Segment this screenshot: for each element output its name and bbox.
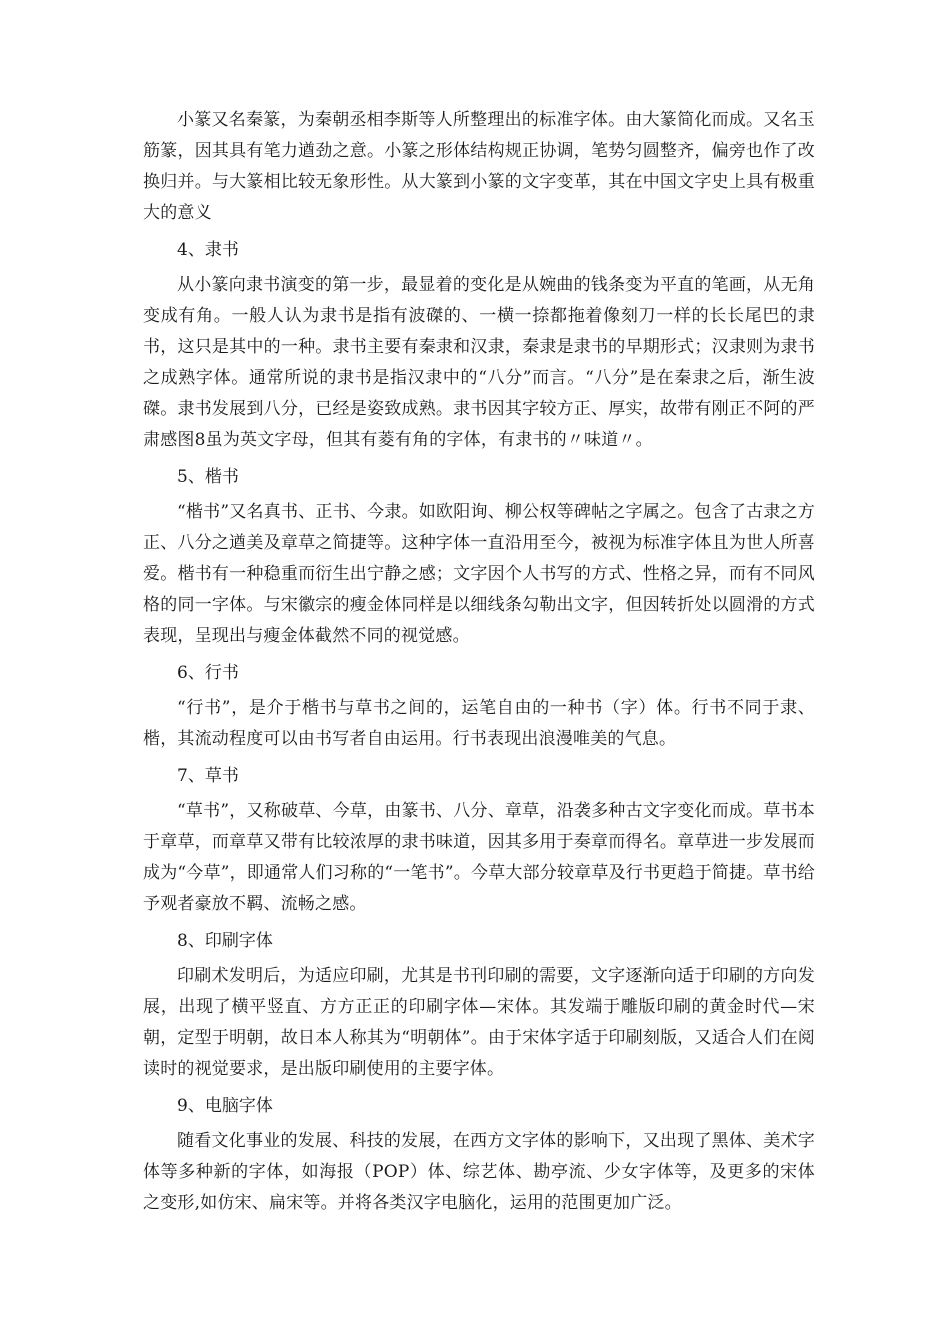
section-heading-print-typeface: 8、印刷字体 — [177, 931, 273, 951]
paragraph-print-typeface: 印刷术发明后，为适应印刷，尤其是书刊印刷的需要，文字逐渐向适于印刷的方向发展，出现了横平竖直、方方正正的印刷字体—宋体。其发端于雕版印刷的黄金时代—宋朝，定型于明朝，故日本人称其为“明朝体”。由于宋体字适于印刷刻版，又适合人们在阅读时的视觉要求，是出版印刷使用的主要字体。 — [143, 966, 815, 1079]
paragraph-small-seal: 小篆又名秦篆，为秦朝丞相李斯等人所整理出的标准字体。由大篆简化而成。又名玉筋篆，因其具有笔力遒劲之意。小篆之形体结构规正协调，笔势匀圆整齐，偏旁也作了改换归并。与大篆相比较无象形性。从大篆到小篆的文字变革，其在中国文字史上具有极重大的意义 — [143, 110, 815, 223]
paragraph-clerical-script: 从小篆向隶书演变的第一步，最显着的变化是从婉曲的钱条变为平直的笔画，从无角变成有角。一般人认为隶书是指有波磔的、一横一捺都拖着像刻刀一样的长长尾巴的隶书，这只是其中的一种。隶书主要有秦隶和汉隶，秦隶是隶书的早期形式；汉隶则为隶书之成熟字体。通常所说的隶书是指汉隶中的“八分”而言。“八分”是在秦隶之后，渐生波磔。隶书发展到八分，已经是姿致成熟。隶书因其字较方正、厚实，故带有刚正不阿的严肃感图8虽为英文字母，但其有菱有角的字体，有隶书的〃味道〃。 — [143, 275, 815, 450]
document-body — [143, 105, 815, 1219]
section-heading-regular-script: 5、楷书 — [177, 467, 239, 487]
section-heading-computer-typeface: 9、电脑字体 — [177, 1096, 273, 1116]
paragraph-running-script: “行书”，是介于楷书与草书之间的，运笔自由的一种书（字）体。行书不同于隶、楷，其流动程度可以由书写者自由运用。行书表现出浪漫唯美的气息。 — [143, 698, 815, 749]
paragraph-regular-script: “楷书”又名真书、正书、今隶。如欧阳询、柳公权等碑帖之字属之。包含了古隶之方正、八分之遒美及章草之简捷等。这种字体一直沿用至今，被视为标准字体且为世人所喜爱。楷书有一种稳重而衍生出宁静之感；文字因个人书写的方式、性格之异，而有不同风格的同一字体。与宋徽宗的瘦金体同样是以细线条勾勒出文字，但因转折处以圆滑的方式表现，呈现出与瘦金体截然不同的视觉感。 — [143, 502, 815, 646]
section-heading-running-script: 6、行书 — [177, 663, 239, 683]
paragraph-cursive-script: “草书”，又称破草、今草，由篆书、八分、章草，沿袭多种古文字变化而成。草书本于章草，而章草又带有比较浓厚的隶书味道，因其多用于奏章而得名。章草进一步发展而成为“今草”，即通常人们习称的“一笔书”。今草大部分较章草及行书更趋于简捷。草书给予观者豪放不羁、流畅之感。 — [143, 801, 815, 914]
section-heading-clerical-script: 4、隶书 — [177, 240, 239, 260]
paragraph-computer-typeface: 随看文化事业的发展、科技的发展，在西方文字体的影响下，又出现了黑体、美术字体等多种新的字体，如海报（POP）体、综艺体、勘亭流、少女字体等，及更多的宋体之变形,如仿宋、扁宋等。并将各类汉字电脑化，运用的范围更加广泛。 — [143, 1131, 815, 1213]
section-heading-cursive-script: 7、草书 — [177, 766, 239, 786]
